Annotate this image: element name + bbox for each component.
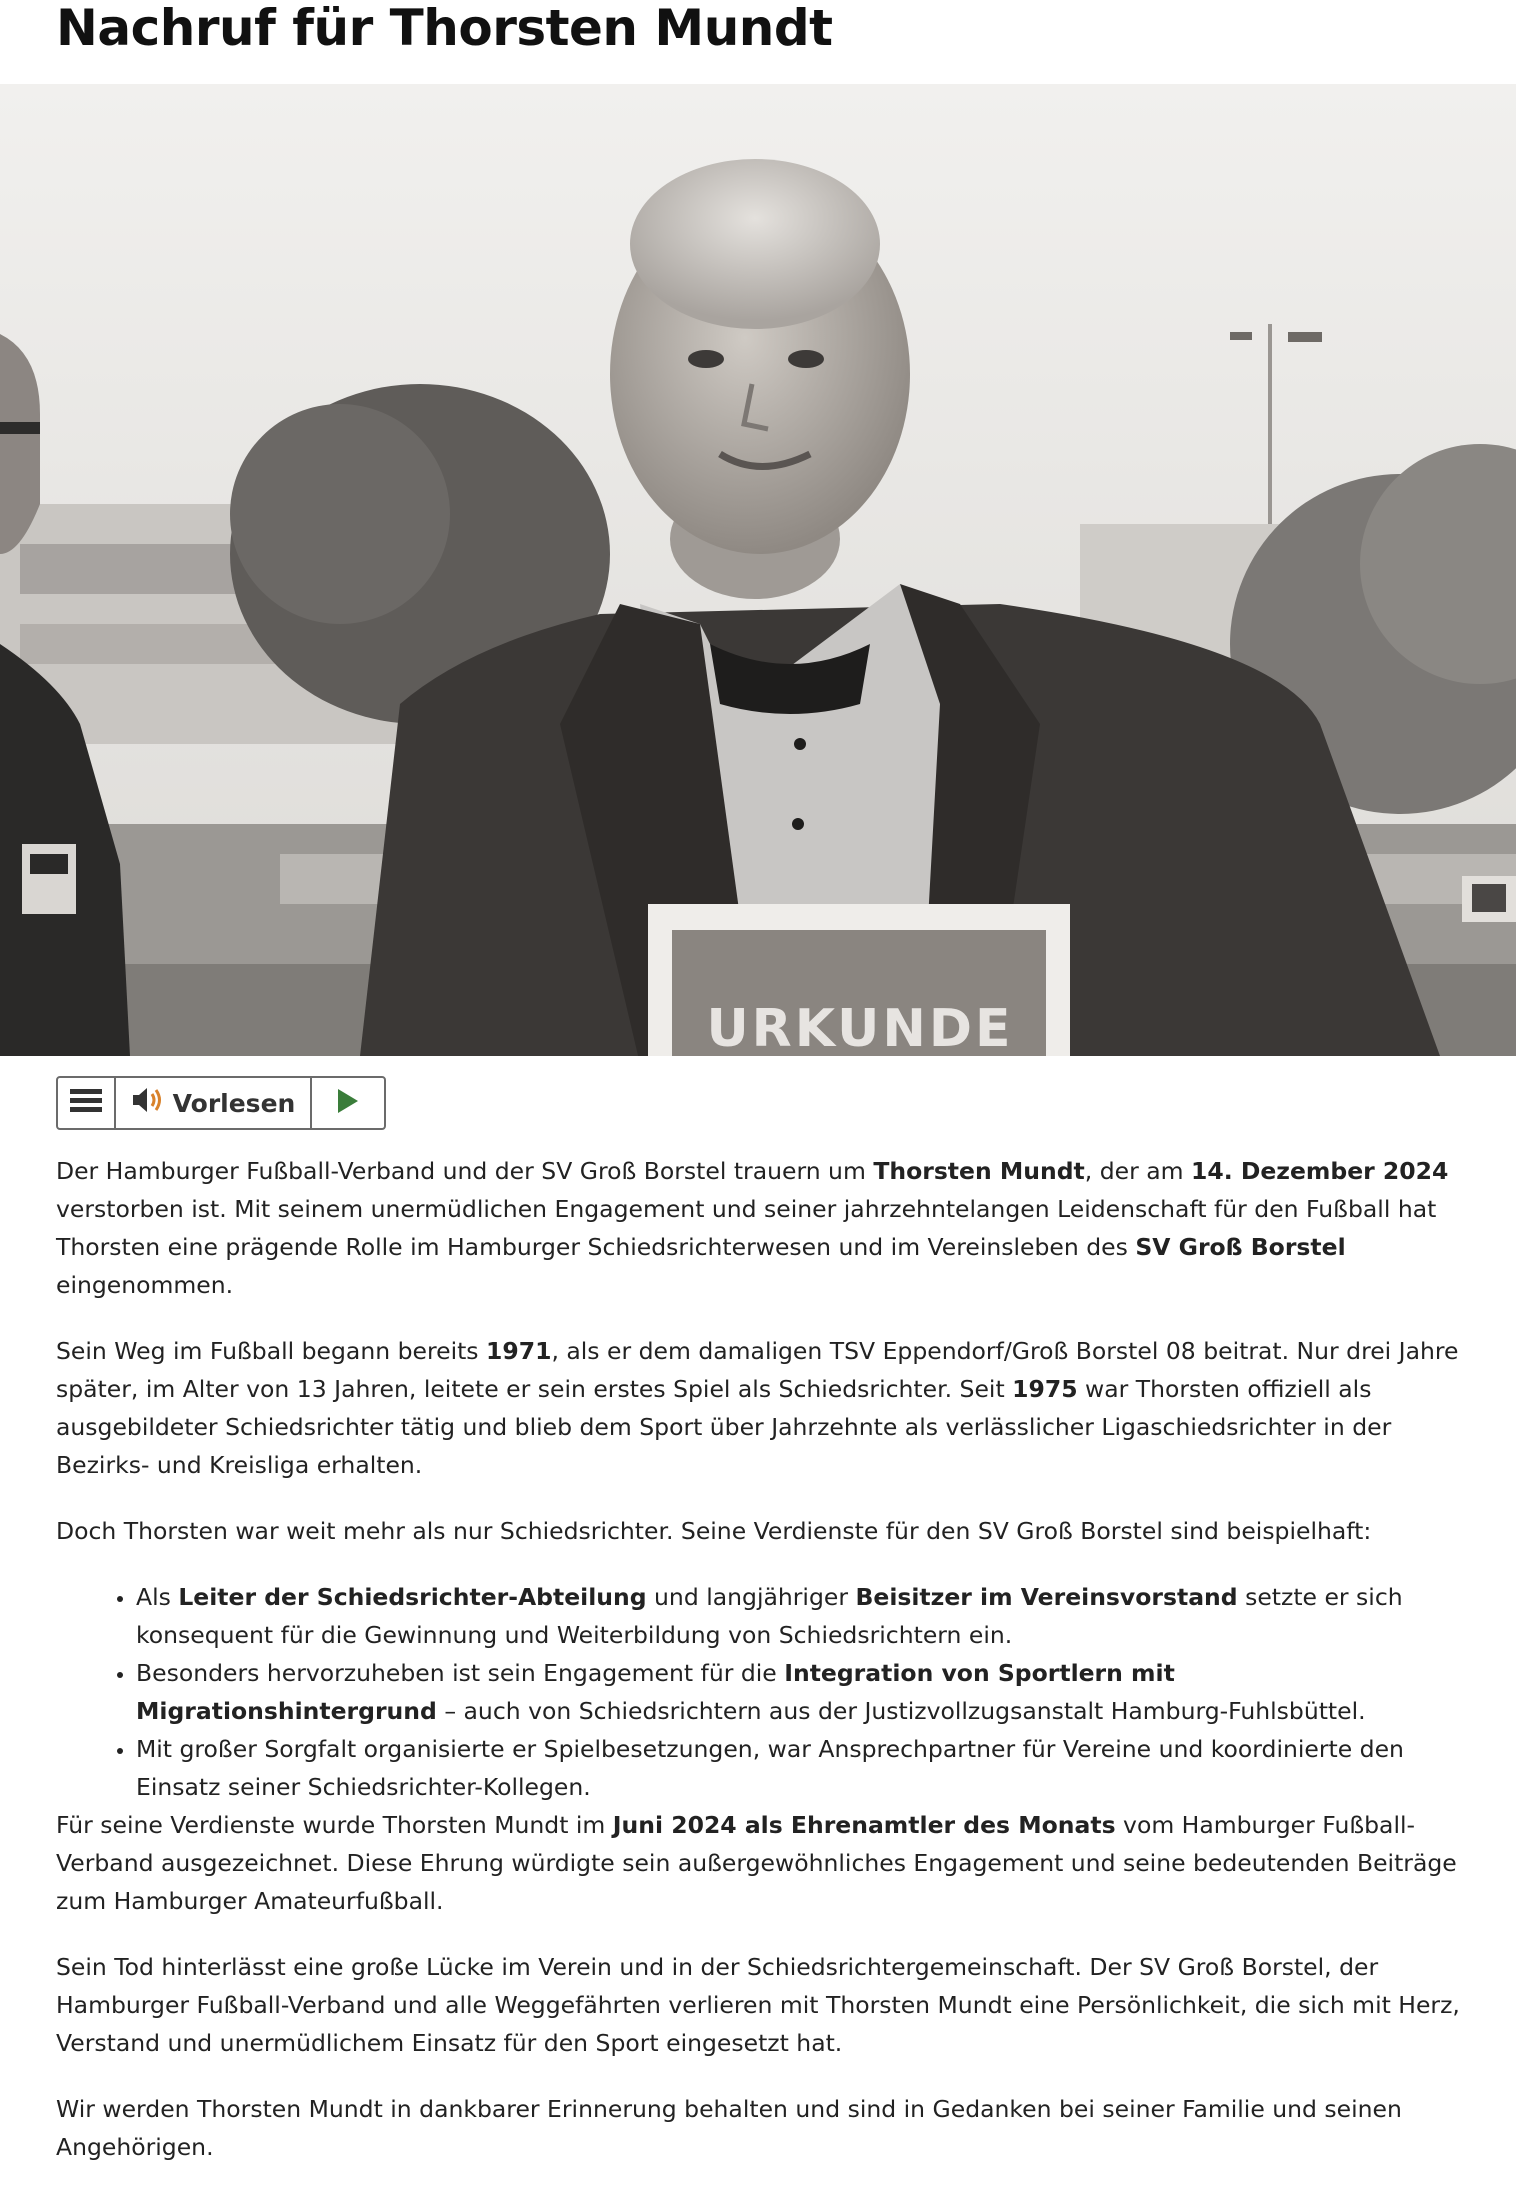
page-title: Nachruf für Thorsten Mundt — [56, 0, 833, 57]
play-icon — [336, 1088, 360, 1118]
paragraph-3: Doch Thorsten war weit mehr als nur Schiedsrichter. Seine Verdienste für den SV Groß Borstel sind beispielhaft: — [56, 1517, 1372, 1545]
read-aloud-player — [56, 1076, 386, 1130]
read-aloud-label: Vorlesen — [172, 1088, 296, 1118]
paragraph-5: Sein Tod hinterlässt eine große Lücke im Verein und in der Schiedsrichtergemeinschaft. Der SV Groß Borstel, der Hamburger Fußball-Verband und alle Weggefährten verlieren mit Thorsten Mundt eine Persönlichkeit, die sich mit Herz, Verstand und unermüdlichem Einsatz für den Sport eingesetzt hat. — [56, 1953, 1460, 2057]
list-item: • Mit großer Sorgfalt organisierte er Spielbesetzungen, war Ansprechpartner für Vereine und koordinierte den Einsatz seiner Schiedsrichter-Kollegen. — [136, 1730, 1476, 1806]
article-photo — [0, 84, 1516, 1056]
play-button[interactable] — [312, 1078, 384, 1128]
paragraph-1: Der Hamburger Fußball-Verband und der SV Groß Borstel trauern um Thorsten Mundt, der am 14. Dezember 2024 verstorben ist. Mit seinem unermüdlichen Engagement und seiner jahrzehntelangen Leidenschaft für den Fußball hat Thorsten eine prägende Rolle im Hamburger Schiedsrichterwesen und im Vereinsleben des SV Groß Borstel eingenommen. — [56, 1157, 1449, 1299]
paragraph-4: Für seine Verdienste wurde Thorsten Mundt im Juni 2024 als Ehrenamtler des Monats vom Hamburger Fußball-Verband ausgezeichnet. Diese Ehrung würdigte sein außergewöhnliches Engagement und seine bedeutenden Beiträge zum Hamburger Amateurfußball. — [56, 1811, 1457, 1915]
paragraph-6: Wir werden Thorsten Mundt in dankbarer Erinnerung behalten und sind in Gedanken bei seiner Familie und seinen Angehörigen. — [56, 2095, 1402, 2161]
article-body — [56, 1152, 1476, 2194]
menu-icon — [70, 1088, 102, 1118]
speaker-icon — [131, 1086, 165, 1120]
certificate-text: URKUNDE — [706, 999, 1014, 1056]
read-aloud-button[interactable] — [116, 1078, 312, 1128]
list-item: • Besonders hervorzuheben ist sein Engagement für die Integration von Sportlern mit Migrationshintergrund – auch von Schiedsrichtern aus der Justizvollzugsanstalt Hamburg-Fuhlsbüttel. — [136, 1654, 1476, 1730]
paragraph-2: Sein Weg im Fußball begann bereits 1971, als er dem damaligen TSV Eppendorf/Groß Borstel 08 beitrat. Nur drei Jahre später, im Alter von 13 Jahren, leitete er sein erstes Spiel als Schiedsrichter. Seit 1975 war Thorsten offiziell als ausgebildeter Schiedsrichter tätig und blieb dem Sport über Jahrzehnte als verlässlicher Ligaschiedsrichter in der Bezirks- und Kreisliga erhalten. — [56, 1337, 1459, 1479]
merits-list — [56, 1578, 1476, 1806]
player-menu-button[interactable] — [58, 1078, 116, 1128]
list-item: • Als Leiter der Schiedsrichter-Abteilung und langjähriger Beisitzer im Vereinsvorstand setzte er sich konsequent für die Gewinnung und Weiterbildung von Schiedsrichtern ein. — [136, 1578, 1476, 1654]
